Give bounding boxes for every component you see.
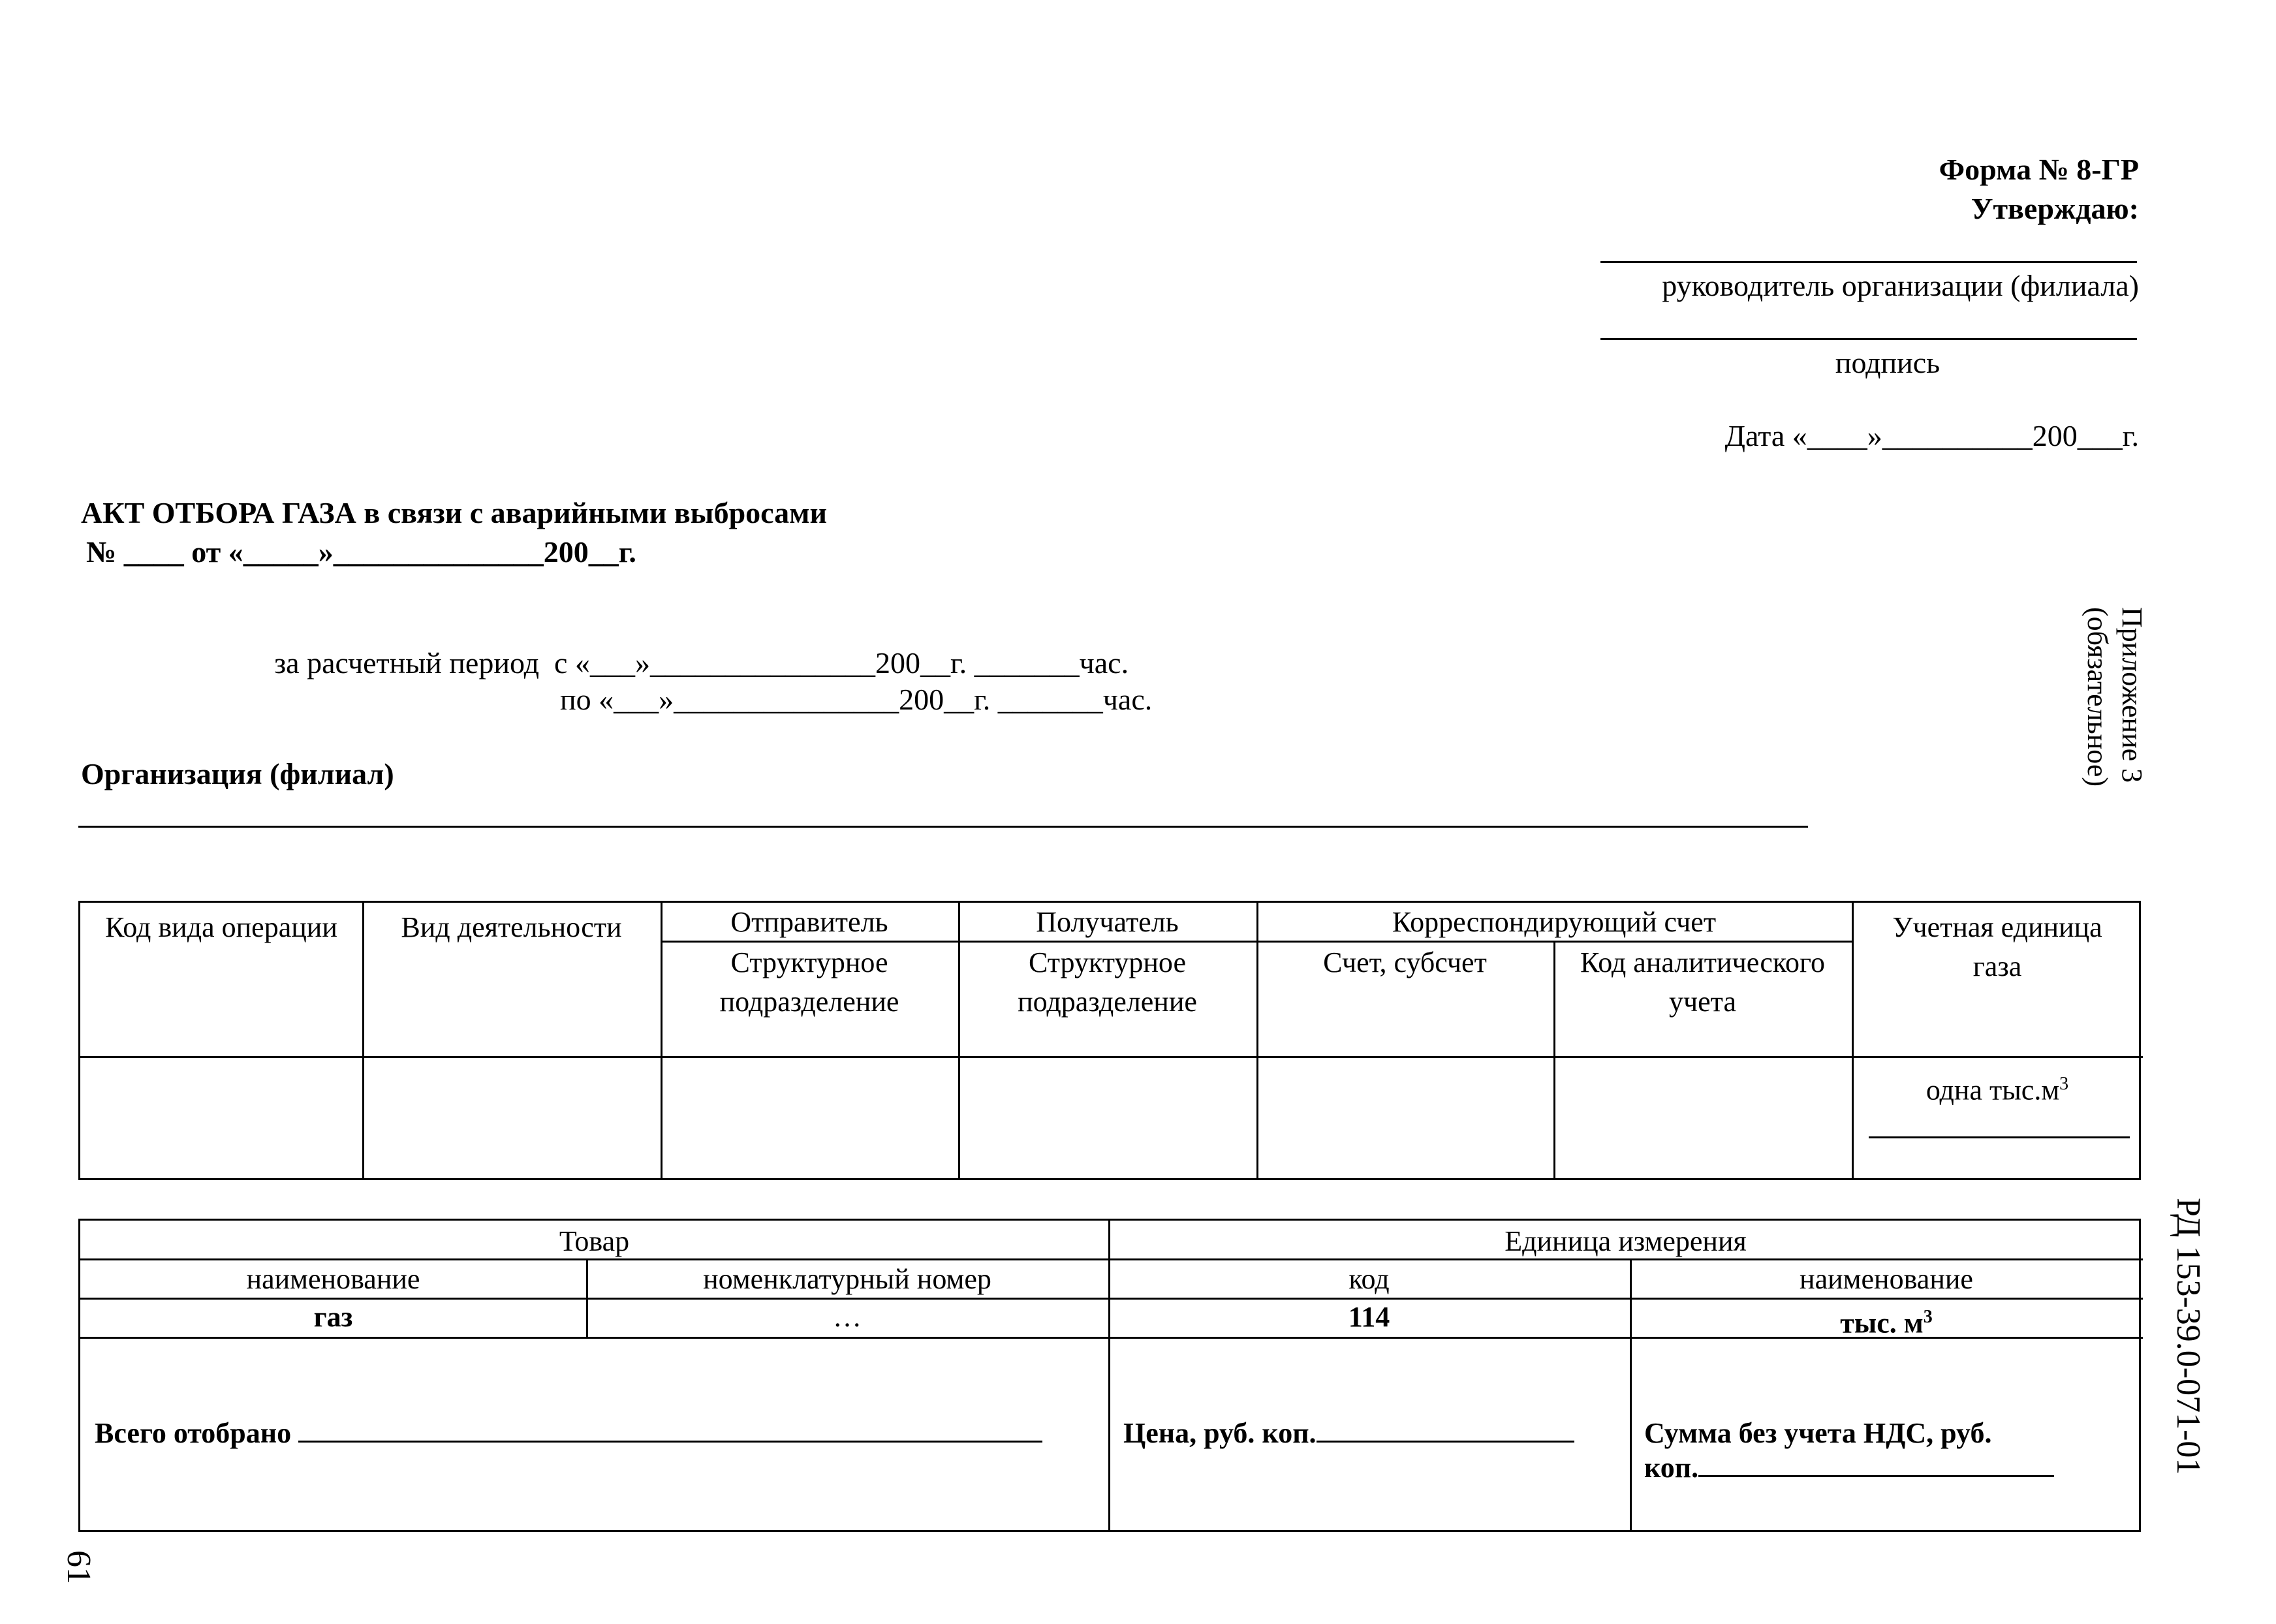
header-unit-name: наименование (1800, 1263, 1973, 1295)
header-nomenclature: номенклатурный номер (703, 1263, 991, 1295)
form-number: Форма № 8-ГР (1939, 153, 2139, 186)
price-line (1317, 1441, 1574, 1443)
approval-date-line: Дата «____»__________200___г. (1724, 419, 2139, 452)
act-number-date: № ____ от «_____»______________200__г. (86, 535, 636, 569)
accounting-table (78, 901, 2141, 1180)
unit-value-line (1869, 1136, 2130, 1138)
code-value: 114 (1348, 1301, 1390, 1333)
subheader-analytic-code: Код аналитического учета (1580, 946, 1825, 1018)
subheader-account: Счет, субсчет (1323, 946, 1487, 978)
appendix-label: Приложение 3 (обязательное) (2081, 607, 2148, 787)
goods-name-value: газ (313, 1301, 353, 1333)
sum-without-vat: Сумма без учета НДС, руб. коп. (1644, 1416, 2054, 1486)
period-from: за расчетный период с «___»_______________200__г. _______час. (274, 646, 1129, 679)
header-sender: Отправитель (730, 906, 888, 938)
header-goods: Товар (559, 1225, 630, 1257)
price: Цена, руб. коп. (1123, 1416, 1574, 1451)
goods-table (78, 1219, 2141, 1532)
header-unit: Учетная единица газа (1892, 911, 2102, 982)
nomenclature-value: … (833, 1301, 862, 1333)
unit-value: одна $тыс.м^3$ (1925, 1074, 2069, 1106)
total-taken: Всего отобрано (95, 1416, 1042, 1451)
unit-name-value: тыс. $м^3$ (1840, 1307, 1933, 1339)
header-corr-account: Корреспондирующий счет (1392, 906, 1717, 938)
period-to: по «___»_______________200__г. _______час. (560, 683, 1153, 716)
signature-label: подпись (1835, 346, 1941, 379)
document-code: РД 153-39.0-071-01 (2170, 1198, 2207, 1475)
organization-label: Организация (филиал) (81, 757, 394, 790)
signature-line (1600, 338, 2137, 340)
approve-label: Утверждаю: (1971, 192, 2139, 225)
subheader-sender-unit: Структурное подразделение (719, 946, 899, 1018)
head-label: руководитель организации (филиала) (1662, 269, 2139, 302)
sum-line (1698, 1475, 2054, 1477)
organization-line (78, 826, 1808, 828)
header-receiver: Получатель (1036, 906, 1179, 938)
act-title: АКТ ОТБОРА ГАЗА в связи с аварийными выбросами (81, 496, 827, 529)
header-activity: Вид деятельности (401, 911, 622, 943)
header-unit-measure: Единица измерения (1504, 1225, 1747, 1257)
header-goods-name: наименование (246, 1263, 420, 1295)
subheader-receiver-unit: Структурное подразделение (1018, 946, 1197, 1018)
header-code: код (1348, 1263, 1390, 1295)
header-op-code: Код вида операции (105, 911, 337, 943)
page-number: 61 (60, 1550, 97, 1584)
total-taken-line (298, 1441, 1042, 1443)
head-signature-line (1600, 261, 2137, 263)
